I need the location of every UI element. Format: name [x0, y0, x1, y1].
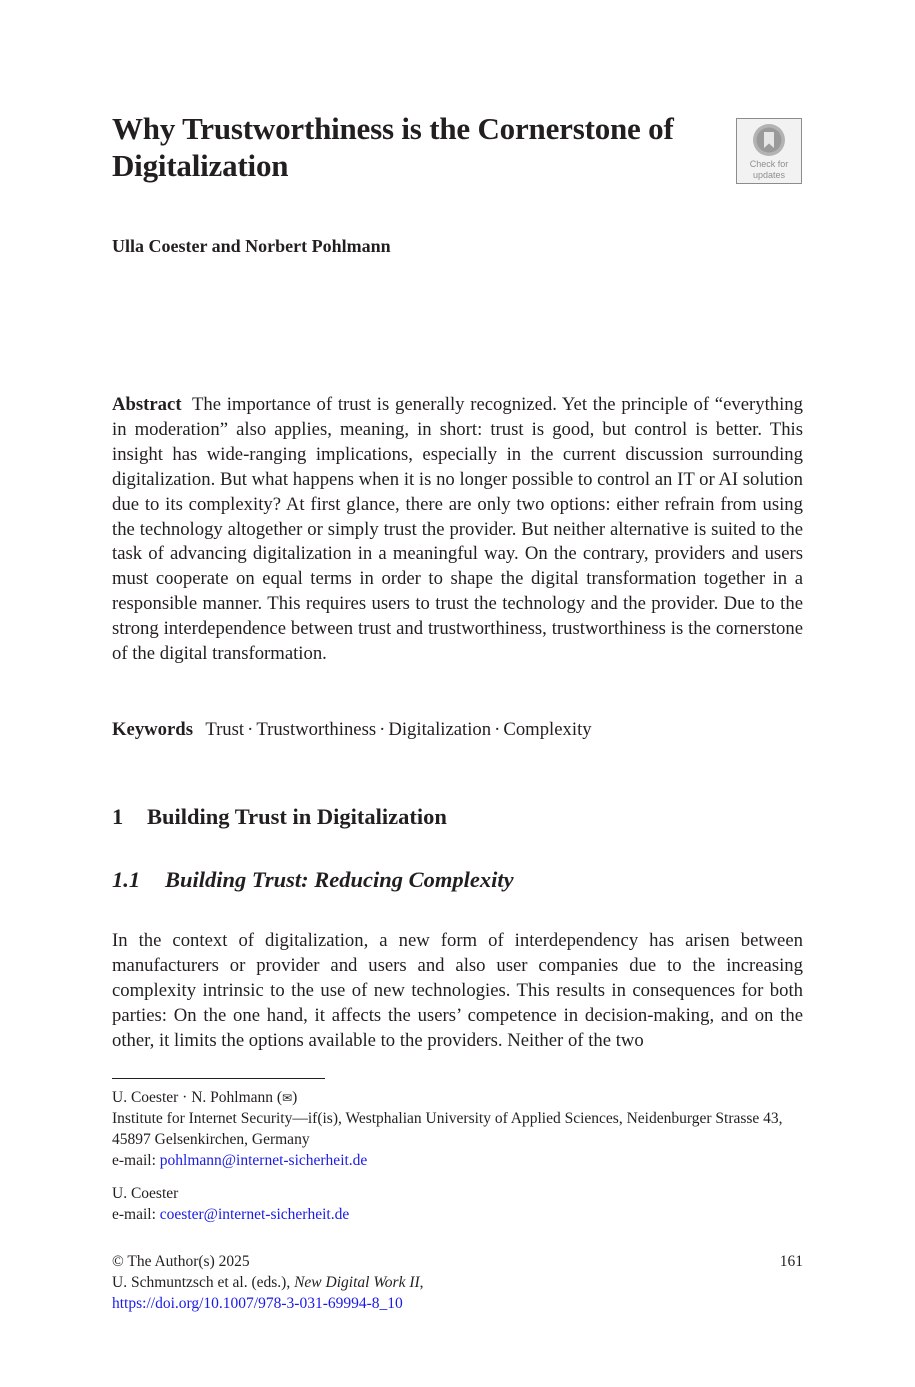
footnote-email-2 — [112, 1204, 803, 1225]
paper-title: Why Trustworthiness is the Cornerstone of Digitalization — [112, 111, 674, 183]
section-number: 1 — [112, 804, 124, 829]
keywords — [112, 717, 592, 742]
citation-suffix: , — [419, 1274, 424, 1291]
citation-prefix: U. Schmuntzsch et al. (eds.), — [112, 1274, 295, 1291]
email-label: e-mail: — [112, 1152, 160, 1169]
footnote-authors-end: ) — [292, 1089, 298, 1106]
author-list: Ulla Coester and Norbert Pohlmann — [112, 236, 391, 256]
email-link-pohlmann[interactable]: pohlmann@internet-sicherheit.de — [159, 1152, 368, 1169]
citation-line — [112, 1272, 803, 1293]
paper-page — [112, 0, 803, 1387]
keyword: Digitalization — [388, 719, 492, 740]
footnote-affiliation: Institute for Internet Security—if(is), Westphalian University of Applied Sciences, Neidenburger Strasse 43, 45897 Gelsenkirchen, Germany — [112, 1110, 783, 1148]
bookmark-icon — [751, 122, 787, 158]
keyword-separator: · — [247, 719, 254, 740]
abstract-text: The importance of trust is generally recognized. Yet the principle of “everything in moderation” also applies, meaning, in short: trust is good, but control is better. This insight has wide-ranging implications, especially in the current discussion surrounding digitalization. But what happens when it is no longer possible to control an IT or AI solution due to its complexity? At first glance, there are only two options: either refrain from using the technology altogether or simply trust the provider. But neither alternative is suited to the task of advancing digitalization in a meaningful way. On the contrary, providers and users must cooperate on equal terms in order to shape the digital transformation together in a responsible manner. This requires users to trust the technology and the provider. Due to the strong interdependence between trust and trustworthiness, trustworthiness is the cornerstone of the digital transformation. — [112, 394, 803, 665]
doi-link[interactable]: https://doi.org/10.1007/978-3-031-69994-8_10 — [112, 1295, 403, 1312]
keyword: Complexity — [503, 719, 592, 740]
copyright-line: © The Author(s) 2025 — [112, 1253, 250, 1270]
section-title: Building Trust in Digitalization — [147, 804, 447, 829]
subsection-number: 1.1 — [112, 867, 141, 892]
footnote-authors — [112, 1087, 803, 1109]
subsection-heading — [112, 867, 514, 893]
keywords-label: Keywords — [112, 719, 193, 740]
footnote-authors-text: U. Coester · N. Pohlmann ( — [112, 1089, 283, 1106]
keyword: Trustworthiness — [256, 719, 377, 740]
email-label: e-mail: — [112, 1206, 160, 1223]
page-number: 161 — [779, 1253, 803, 1270]
body-paragraph: In the context of digitalization, a new form of interdependency has arisen between manufacturers or provider and users and also user companies due to the increasing complexity intrinsic to the use of new technologies. This results in consequences for both parties: On the one hand, it affects the users’ competence in decision-making, and on the other, it limits the options available to the providers. Neither of the two — [112, 930, 803, 1051]
badge-label-2: updates — [752, 170, 786, 180]
abstract-label: Abstract — [112, 394, 182, 415]
section-heading — [112, 804, 447, 830]
copyright-block — [112, 1251, 803, 1314]
footnote-email-1 — [112, 1150, 803, 1171]
abstract — [112, 393, 803, 667]
book-title: New Digital Work II — [294, 1274, 420, 1291]
subsection-title: Building Trust: Reducing Complexity — [165, 867, 514, 892]
envelope-icon: ✉ — [282, 1091, 293, 1105]
footnote-name-2: U. Coester — [112, 1185, 179, 1202]
keyword: Trust — [205, 719, 245, 740]
email-link-coester[interactable]: coester@internet-sicherheit.de — [159, 1206, 350, 1223]
keyword-separator: · — [379, 719, 386, 740]
badge-label-1: Check for — [749, 159, 789, 169]
keyword-separator: · — [494, 719, 501, 740]
check-for-updates-badge[interactable] — [736, 118, 802, 184]
footnote-rule — [112, 1078, 325, 1079]
